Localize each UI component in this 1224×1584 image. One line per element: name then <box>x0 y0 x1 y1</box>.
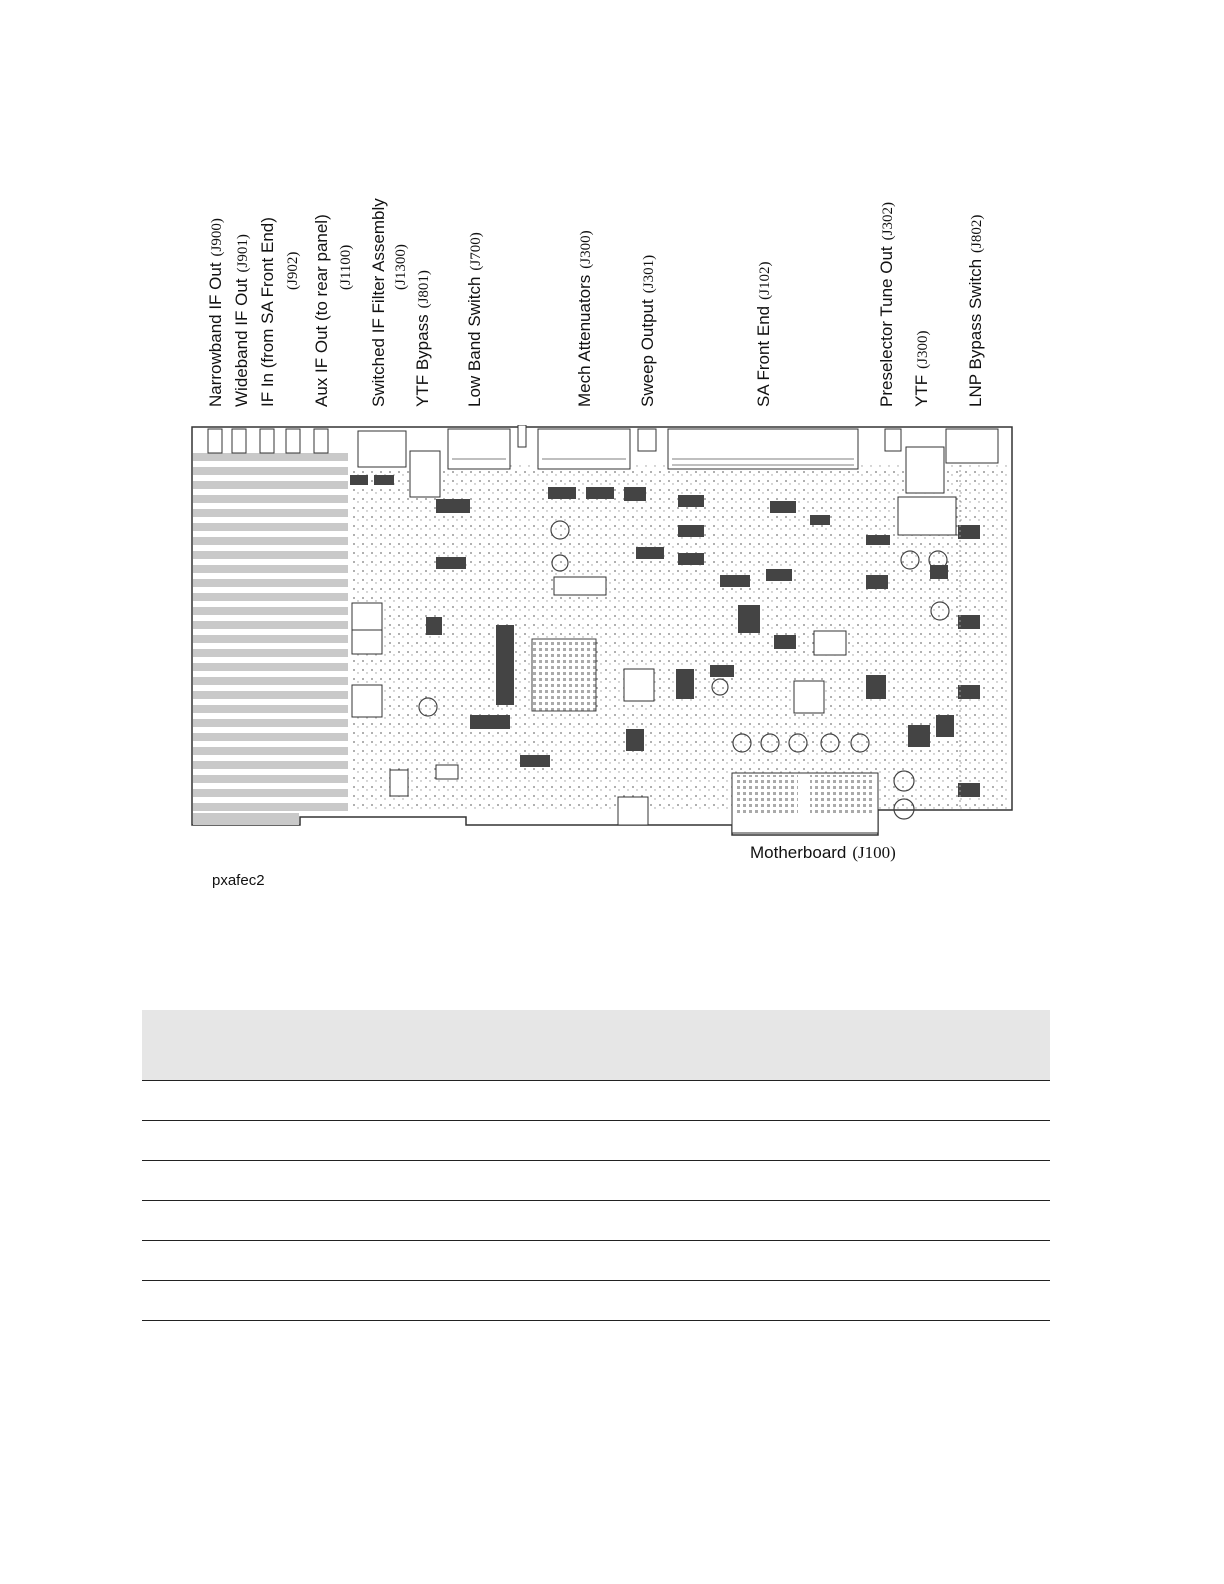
label-preselector-tune-out: Preselector Tune Out(J302) <box>877 202 896 407</box>
label-switched-if-filter-ref: (J1300) <box>393 244 409 290</box>
label-ytf: YTF(J300) <box>912 330 931 407</box>
label-low-band-switch: Low Band Switch(J700) <box>465 232 484 407</box>
label-ytf-bypass: YTF Bypass(J801) <box>413 270 432 407</box>
table-row <box>142 1121 1050 1161</box>
label-sweep-output: Sweep Output(J301) <box>638 254 657 407</box>
figure-caption: pxafec2 <box>212 872 265 889</box>
label-switched-if-filter: Switched IF Filter Assembly <box>369 198 388 407</box>
label-if-in: IF In (from SA Front End) <box>258 217 277 407</box>
table-row <box>142 1241 1050 1281</box>
label-aux-if-out-ref: (J1100) <box>338 244 354 290</box>
label-if-in-ref: (J902) <box>285 251 301 290</box>
board-drawing <box>190 425 1020 840</box>
label-mech-attenuators: Mech Attenuators(J300) <box>575 230 594 407</box>
label-aux-if-out: Aux IF Out (to rear panel) <box>312 214 331 407</box>
table-row <box>142 1201 1050 1241</box>
label-sa-front-end: SA Front End(J102) <box>754 261 773 407</box>
table-row <box>142 1161 1050 1201</box>
table-row <box>142 1281 1050 1321</box>
table-header <box>142 1010 1050 1081</box>
label-narrowband-if-out: Narrowband IF Out(J900) <box>206 218 225 407</box>
empty-table <box>142 1010 1050 1321</box>
label-wideband-if-out: Wideband IF Out(J901) <box>232 234 251 407</box>
label-motherboard: Motherboard (J100) <box>750 843 896 862</box>
label-lnp-bypass-switch: LNP Bypass Switch(J802) <box>966 214 985 407</box>
table-row <box>142 1081 1050 1121</box>
